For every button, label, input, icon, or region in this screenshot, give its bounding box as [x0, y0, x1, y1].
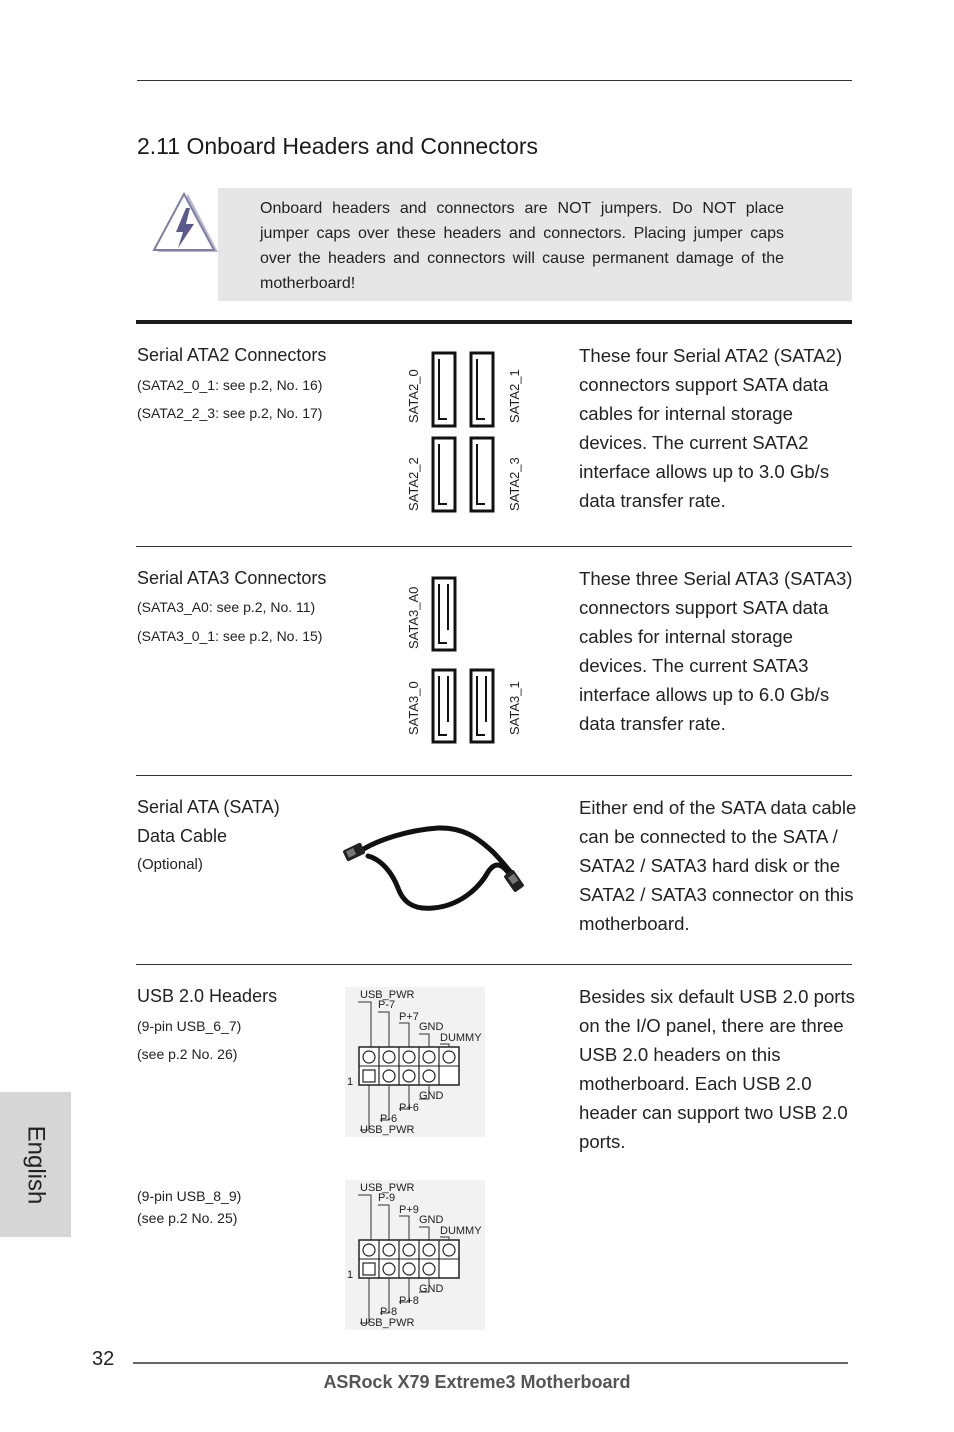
- usb2-label-p-plus-bottom: P+8: [399, 1295, 419, 1307]
- language-tab-text: English: [22, 1125, 50, 1204]
- sata3-port-1: [471, 670, 493, 742]
- cable-note: (Optional): [137, 856, 203, 873]
- usb1-label-p-plus-bottom: P+6: [399, 1102, 419, 1114]
- usb2-label-usb-pwr-top: USB_PWR: [360, 1182, 415, 1194]
- cable-title-line1: Serial ATA (SATA): [137, 797, 280, 817]
- warning-text: Onboard headers and connectors are NOT jumpers. Do NOT place jumper caps over these headers and connectors. Placing jumper caps over the headers and connectors will cause permanent damage of the motherboard!: [260, 200, 784, 292]
- sata2-ref-1: (SATA2_0_1: see p.2, No. 16): [137, 377, 323, 393]
- sata-cable-image: [338, 820, 528, 915]
- section-rule-thick: [136, 320, 852, 324]
- section-rule: [136, 546, 852, 547]
- usb1-label-pin1: 1: [347, 1076, 354, 1088]
- usb-header-diagram-1: [345, 987, 485, 1137]
- cable-title-line2: Data Cable: [137, 826, 228, 846]
- sata3-port-0: [433, 670, 455, 742]
- sata2-port-1: [471, 353, 493, 426]
- usb2-label-pin1: 1: [347, 1269, 354, 1281]
- sata3-label-1: SATA3_1: [507, 681, 522, 735]
- usb1-label-p-plus-top: P+7: [399, 1011, 419, 1023]
- section-rule: [136, 964, 852, 965]
- sata3-connector-diagram: [400, 570, 530, 750]
- usb1-label-gnd-top: GND: [419, 1021, 444, 1033]
- usb1-label-usb-pwr-bottom: USB_PWR: [360, 1124, 415, 1136]
- sata2-label-2: SATA2_2: [406, 457, 421, 511]
- usb-description: Besides six default USB 2.0 ports on the I/O panel, there are three USB 2.0 headers on this motherboard. Each USB 2.0 header can support two USB 2.0 ports.: [579, 986, 855, 1152]
- sata2-label-0: SATA2_0: [406, 369, 421, 423]
- usb2-label-p-plus-top: P+9: [399, 1204, 419, 1216]
- sata2-port-3: [471, 438, 493, 511]
- page-number: 32: [92, 1348, 115, 1370]
- usb-header2-ref: (see p.2 No. 25): [137, 1210, 238, 1226]
- sata2-title: Serial ATA2 Connectors: [137, 345, 327, 365]
- usb2-label-gnd-top: GND: [419, 1214, 444, 1226]
- usb-title: USB 2.0 Headers: [137, 986, 278, 1006]
- usb1-label-p-minus-top: P-7: [378, 999, 396, 1011]
- sata3-ref-2: (SATA3_0_1: see p.2, No. 15): [137, 628, 323, 644]
- usb1-label-gnd-bottom: GND: [419, 1090, 444, 1102]
- sata3-description: These three Serial ATA3 (SATA3) connectors support SATA data cables for internal storage devices. The current SATA3 interface allows up to 6.0 Gb/s data transfer rate.: [579, 568, 853, 734]
- usb2-label-dummy: DUMMY: [440, 1225, 482, 1237]
- sata2-ref-2: (SATA2_2_3: see p.2, No. 17): [137, 405, 323, 421]
- footer-rule: [133, 1362, 848, 1364]
- usb1-label-p-minus-bottom: P-6: [380, 1113, 398, 1125]
- sata2-connector-diagram: [400, 345, 530, 520]
- sata3-port-a0: [433, 578, 455, 650]
- sata2-port-2: [433, 438, 455, 511]
- section-rule: [136, 775, 852, 776]
- usb-header-diagram-2: [345, 1180, 485, 1330]
- usb-header1-ref: (see p.2 No. 26): [137, 1046, 238, 1062]
- usb2-label-p-minus-bottom: P-8: [380, 1306, 398, 1318]
- sata3-ref-1: (SATA3_A0: see p.2, No. 11): [137, 599, 316, 615]
- usb2-label-gnd-bottom: GND: [419, 1283, 444, 1295]
- sata3-label-a0: SATA3_A0: [406, 586, 421, 649]
- sata2-label-1: SATA2_1: [507, 369, 522, 423]
- usb-header1-pin: (9-pin USB_6_7): [137, 1018, 242, 1034]
- sata2-description: These four Serial ATA2 (SATA2) connectors support SATA data cables for internal storage devices. The current SATA2 interface allows up to 3.0 Gb/s data transfer rate.: [579, 345, 843, 511]
- usb-header2-pin: (9-pin USB_8_9): [137, 1188, 242, 1204]
- language-tab-label: [0, 1092, 71, 1237]
- warning-icon: [150, 190, 220, 258]
- footer-text: ASRock X79 Extreme3 Motherboard: [323, 1372, 631, 1392]
- usb1-label-dummy: DUMMY: [440, 1032, 482, 1044]
- usb1-label-usb-pwr-top: USB_PWR: [360, 989, 415, 1001]
- top-rule: [137, 80, 852, 81]
- usb2-label-p-minus-top: P-9: [378, 1192, 396, 1204]
- sata3-label-0: SATA3_0: [406, 681, 421, 735]
- section-title: 2.11 Onboard Headers and Connectors: [137, 133, 539, 159]
- sata2-label-3: SATA2_3: [507, 457, 522, 511]
- usb2-label-usb-pwr-bottom: USB_PWR: [360, 1317, 415, 1329]
- sata3-title: Serial ATA3 Connectors: [137, 568, 327, 588]
- cable-description: Either end of the SATA data cable can be connected to the SATA / SATA2 / SATA3 hard disk or the SATA2 / SATA3 connector on this motherboard.: [579, 797, 857, 934]
- sata2-port-0: [433, 353, 455, 426]
